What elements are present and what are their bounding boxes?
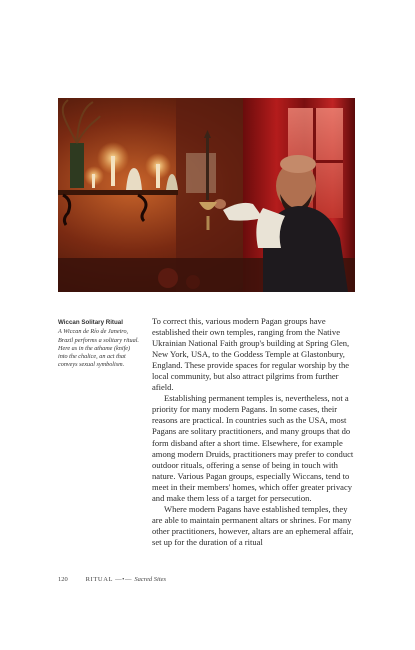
photo-wiccan-ritual: [58, 98, 355, 292]
paragraph-3: Where modern Pagans have established temples, they are able to maintain permanent altars or shrines. For many other practitioners, however, altars are an ephemeral affair, set up for the duration of a ritual: [152, 503, 354, 547]
photo-wiccan-ritual-image: [58, 98, 355, 292]
paragraph-1: To correct this, various modern Pagan groups have established their own temples, ranging from the Native Ukrainian National Faith group's building at Spring Glen, New York, USA, to the Goddess Temple at Glastonbury, England. These provide spaces for regular worship by the local community, but also attract pilgrims from further afield.: [152, 316, 350, 393]
photo-caption: [58, 319, 140, 370]
running-head: [86, 576, 166, 583]
running-head-separator: —•—: [115, 576, 133, 583]
body-text: [152, 316, 357, 548]
running-head-subtitle: Sacred Sites: [134, 576, 167, 583]
caption-body: A Wiccan de Río de Janeiro, Brazil performs a solitary ritual. Here as in the athame (knife) into the chalice, an act that conveys sexual symbolism.: [58, 328, 139, 369]
running-head-title: RITUAL: [85, 576, 113, 583]
page-footer: [58, 576, 358, 583]
page-number: 120: [58, 576, 68, 583]
caption-title: Wiccan Solitary Ritual: [58, 319, 123, 326]
paragraph-2: Establishing permanent temples is, nevertheless, not a priority for many modern Pagans. In some cases, their reasons are practical. In countries such as the USA, most Pagans are solitary practitioners, and many groups that do form disband after a short time. Elsewhere, for example among modern Druids, practitioners may prefer to conduct outdoor rituals, offering a sense of being in touch with nature. Various Pagan groups, especially Wiccans, tend to meet in their members' homes, which offer greater privacy and make them less of a target for persecution.: [152, 393, 354, 503]
